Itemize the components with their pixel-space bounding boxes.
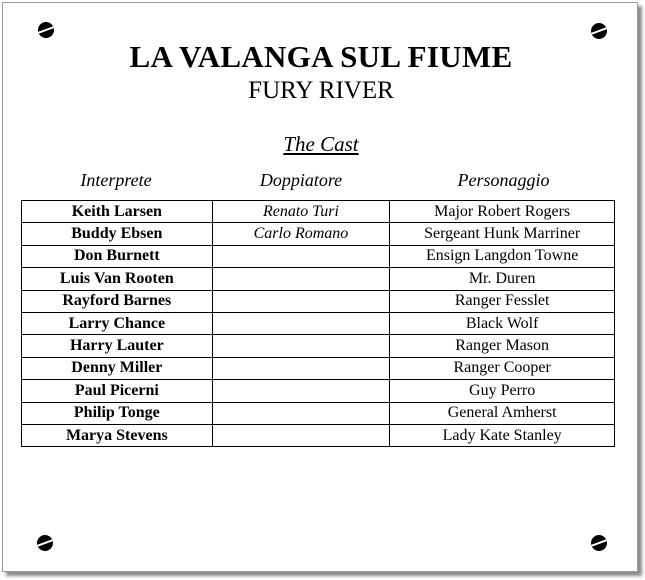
screw-icon [38,22,54,38]
character-cell: Major Robert Rogers [390,201,615,223]
page-subtitle: FURY RIVER [248,77,394,104]
dubber-cell [212,245,390,267]
dubber-cell [212,312,390,334]
dubber-cell [212,380,390,402]
character-cell: Ranger Fesslet [390,290,615,312]
table-row [22,380,615,402]
actor-cell: Keith Larsen [22,201,213,223]
cast-heading: The Cast [283,132,359,156]
actor-cell: Rayford Barnes [22,290,213,312]
table-row [22,290,615,312]
character-cell: Lady Kate Stanley [390,424,615,446]
character-cell: Ensign Langdon Towne [390,245,615,267]
table-row [22,424,615,446]
dubber-cell [212,290,390,312]
table-row [22,268,615,290]
cast-table [21,200,615,447]
actor-cell: Philip Tonge [22,402,213,424]
character-cell: Ranger Mason [390,335,615,357]
dubber-cell: Renato Turi [212,201,390,223]
column-header-character: Personaggio [457,170,550,190]
dubber-cell [212,268,390,290]
table-row [22,245,615,267]
character-cell: Black Wolf [390,312,615,334]
character-cell: Ranger Cooper [390,357,615,379]
screw-icon [591,535,607,551]
actor-cell: Don Burnett [22,245,213,267]
dubber-cell [212,335,390,357]
table-row [22,201,615,223]
actor-cell: Buddy Ebsen [22,223,213,245]
column-header-dubber: Doppiatore [259,170,343,190]
actor-cell: Harry Lauter [22,335,213,357]
character-cell: General Amherst [390,402,615,424]
table-row [22,402,615,424]
page-title: LA VALANGA SUL FIUME [129,39,513,74]
actor-cell: Luis Van Rooten [22,268,213,290]
table-row [22,335,615,357]
character-cell: Sergeant Hunk Marriner [390,223,615,245]
table-row [22,223,615,245]
dubber-cell [212,424,390,446]
dubber-cell [212,357,390,379]
column-header-actor: Interprete [80,170,152,190]
character-cell: Guy Perro [390,380,615,402]
table-row [22,312,615,334]
screw-icon [591,23,607,39]
screw-icon [37,535,53,551]
actor-cell: Larry Chance [22,312,213,334]
table-row [22,357,615,379]
dubber-cell [212,402,390,424]
actor-cell: Denny Miller [22,357,213,379]
dubber-cell: Carlo Romano [212,223,390,245]
actor-cell: Marya Stevens [22,424,213,446]
actor-cell: Paul Picerni [22,380,213,402]
cast-plaque [2,2,638,572]
character-cell: Mr. Duren [390,268,615,290]
